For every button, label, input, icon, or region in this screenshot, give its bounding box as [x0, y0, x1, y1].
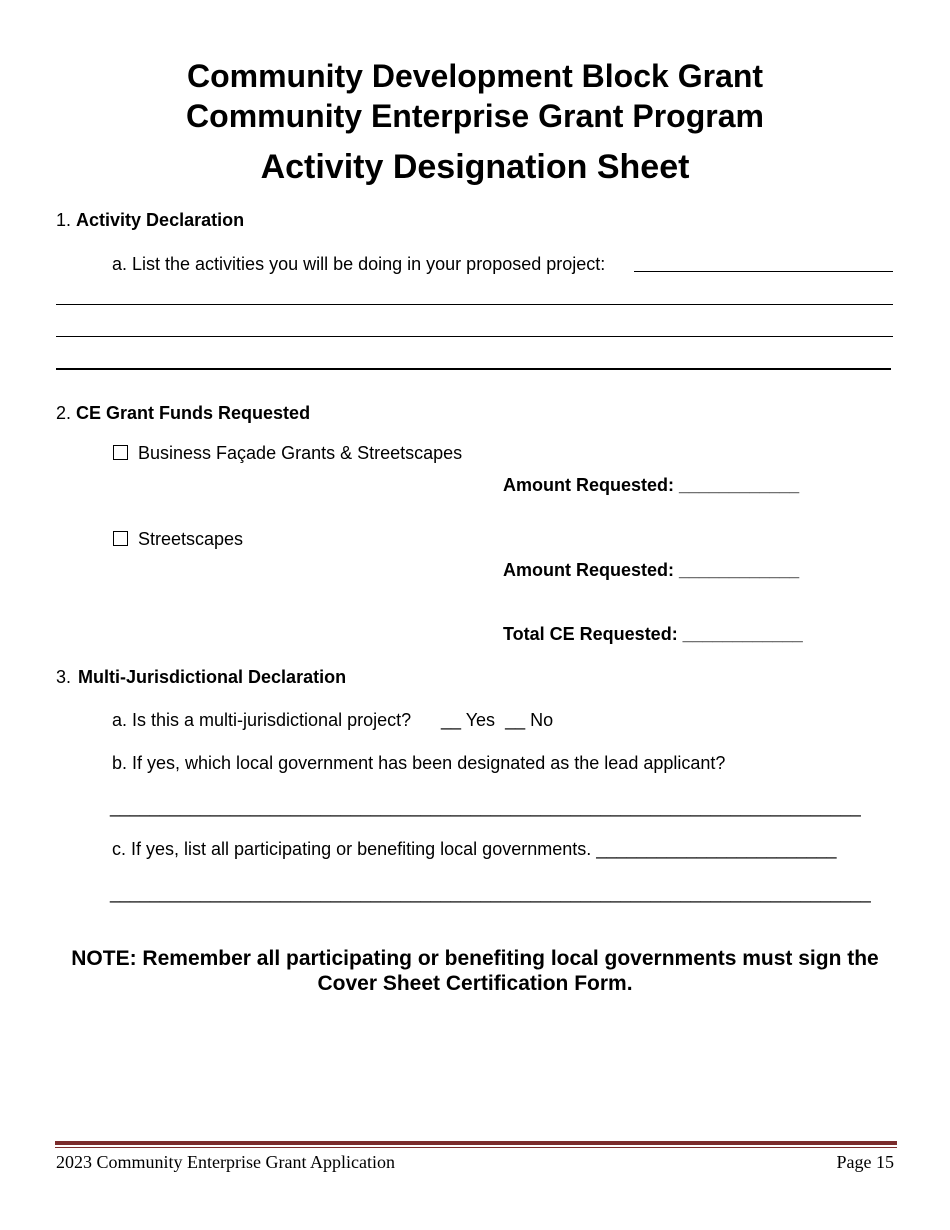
section-3-item-c: c. If yes, list all participating or benefiting local governments. ________________________ — [112, 839, 837, 859]
option-facade-streetscapes-label: Business Façade Grants & Streetscapes — [138, 443, 463, 463]
amount-requested-1[interactable]: Amount Requested: ____________ — [503, 475, 800, 495]
section-3-heading — [56, 666, 346, 688]
amount-requested-2[interactable]: Amount Requested: ____________ — [503, 560, 800, 580]
section-2-number: 2. — [56, 403, 72, 423]
section-3-number: 3. — [56, 667, 72, 687]
total-ce-requested[interactable]: Total CE Requested: ____________ — [503, 624, 803, 644]
checkbox-streetscapes[interactable] — [113, 531, 128, 546]
lead-applicant-input-line[interactable]: ___________________________________________________________________________ — [110, 797, 861, 817]
section-2-heading — [56, 402, 310, 424]
checkbox-facade-streetscapes[interactable] — [113, 445, 128, 460]
footer-rule-thick — [55, 1141, 897, 1145]
activities-line-3[interactable] — [56, 336, 893, 337]
section-1-item-a: a. List the activities you will be doing in your proposed project: — [112, 254, 606, 274]
footer-document-title: 2023 Community Enterprise Grant Application — [56, 1152, 395, 1172]
title-line-2: Community Enterprise Grant Program — [186, 98, 764, 134]
sheet-title: Activity Designation Sheet — [260, 148, 690, 186]
activities-line-2[interactable] — [56, 304, 893, 305]
option-streetscapes[interactable] — [113, 528, 243, 550]
yes-no-options[interactable]: __ Yes __ No — [441, 710, 554, 730]
activities-line-4[interactable] — [56, 368, 891, 370]
note-text: NOTE: Remember all participating or benefiting local governments must sign the Cover Sheet Certification Form. — [71, 947, 879, 995]
title-line-1: Community Development Block Grant — [186, 58, 764, 94]
section-3-item-a: a. Is this a multi-jurisdictional project? — [112, 710, 412, 730]
activities-input-line[interactable] — [634, 271, 893, 272]
section-3-item-b: b. If yes, which local government has been designated as the lead applicant? — [112, 753, 726, 773]
participating-governments-input-line[interactable]: ____________________________________________________________________________ — [110, 883, 871, 903]
section-3-title: Multi-Jurisdictional Declaration — [78, 667, 347, 687]
section-1-heading — [56, 209, 244, 231]
option-facade-streetscapes[interactable] — [113, 442, 462, 464]
footer-rule-thin — [55, 1147, 897, 1148]
section-2-title: CE Grant Funds Requested — [76, 403, 311, 423]
section-1-number: 1. — [56, 210, 72, 230]
footer-page-number: Page 15 — [836, 1152, 894, 1172]
option-streetscapes-label: Streetscapes — [138, 529, 244, 549]
section-1-title: Activity Declaration — [76, 210, 245, 230]
